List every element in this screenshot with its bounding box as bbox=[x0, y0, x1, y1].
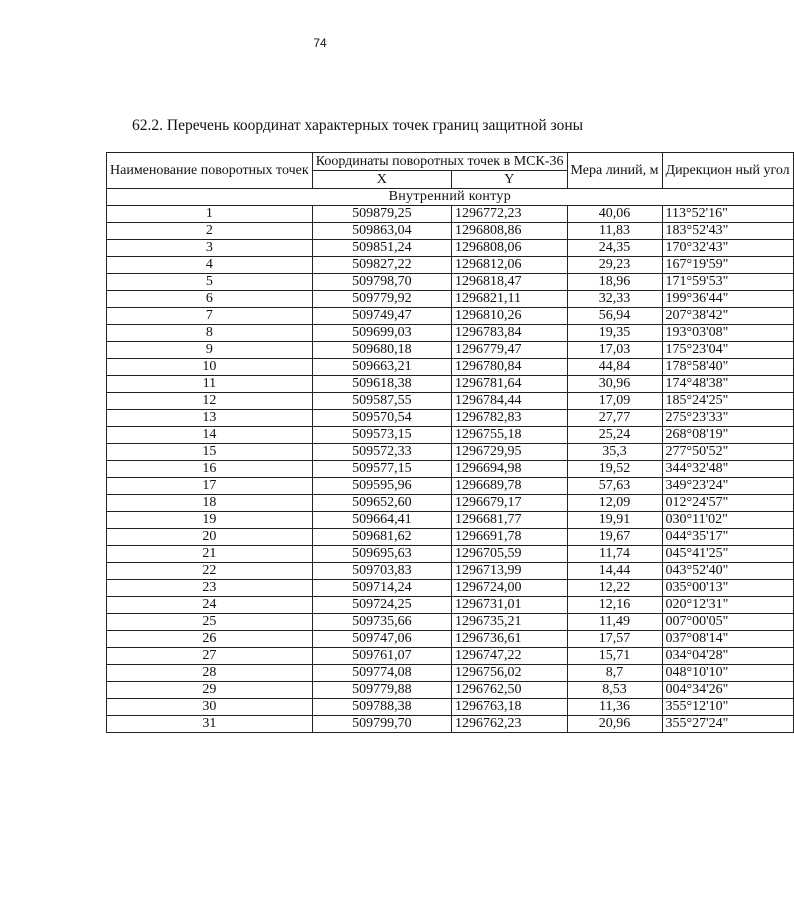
coord-y: 1296689,78 bbox=[452, 478, 567, 495]
direction-angle: 167°19'59" bbox=[662, 257, 793, 274]
coord-x: 509703,83 bbox=[312, 563, 451, 580]
point-number: 20 bbox=[107, 529, 313, 546]
direction-angle: 034°04'28" bbox=[662, 648, 793, 665]
coord-x: 509879,25 bbox=[312, 206, 451, 223]
coord-x: 509572,33 bbox=[312, 444, 451, 461]
coord-x: 509724,25 bbox=[312, 597, 451, 614]
coord-y: 1296731,01 bbox=[452, 597, 567, 614]
point-number: 17 bbox=[107, 478, 313, 495]
coord-x: 509747,06 bbox=[312, 631, 451, 648]
coord-y: 1296756,02 bbox=[452, 665, 567, 682]
coord-y: 1296736,61 bbox=[452, 631, 567, 648]
point-number: 23 bbox=[107, 580, 313, 597]
header-y: Y bbox=[452, 171, 567, 189]
direction-angle: 035°00'13" bbox=[662, 580, 793, 597]
direction-angle: 004°34'26" bbox=[662, 682, 793, 699]
point-number: 13 bbox=[107, 410, 313, 427]
table-row bbox=[107, 529, 794, 546]
header-x: X bbox=[312, 171, 451, 189]
coord-x: 509681,62 bbox=[312, 529, 451, 546]
coord-x: 509779,88 bbox=[312, 682, 451, 699]
table-header bbox=[107, 153, 794, 189]
line-length: 25,24 bbox=[567, 427, 662, 444]
coord-x: 509587,55 bbox=[312, 393, 451, 410]
coord-y: 1296781,64 bbox=[452, 376, 567, 393]
header-coordinates: Координаты поворотных точек в МСК-36 bbox=[312, 153, 567, 171]
coord-y: 1296762,23 bbox=[452, 716, 567, 733]
coord-x: 509652,60 bbox=[312, 495, 451, 512]
line-length: 24,35 bbox=[567, 240, 662, 257]
line-length: 11,49 bbox=[567, 614, 662, 631]
point-number: 29 bbox=[107, 682, 313, 699]
direction-angle: 007°00'05" bbox=[662, 614, 793, 631]
coord-x: 509735,66 bbox=[312, 614, 451, 631]
line-length: 40,06 bbox=[567, 206, 662, 223]
table-row bbox=[107, 240, 794, 257]
line-length: 19,52 bbox=[567, 461, 662, 478]
table-row bbox=[107, 631, 794, 648]
direction-angle: 355°12'10" bbox=[662, 699, 793, 716]
coord-x: 509863,04 bbox=[312, 223, 451, 240]
point-number: 16 bbox=[107, 461, 313, 478]
table-row bbox=[107, 716, 794, 733]
page-number: 74 bbox=[313, 36, 327, 50]
line-length: 30,96 bbox=[567, 376, 662, 393]
direction-angle: 020°12'31" bbox=[662, 597, 793, 614]
table-row bbox=[107, 308, 794, 325]
line-length: 57,63 bbox=[567, 478, 662, 495]
line-length: 11,83 bbox=[567, 223, 662, 240]
line-length: 27,77 bbox=[567, 410, 662, 427]
coord-y: 1296755,18 bbox=[452, 427, 567, 444]
point-number: 2 bbox=[107, 223, 313, 240]
coord-x: 509779,92 bbox=[312, 291, 451, 308]
coord-x: 509749,47 bbox=[312, 308, 451, 325]
coord-y: 1296679,17 bbox=[452, 495, 567, 512]
line-length: 19,35 bbox=[567, 325, 662, 342]
point-number: 12 bbox=[107, 393, 313, 410]
table-row bbox=[107, 512, 794, 529]
coord-y: 1296705,59 bbox=[452, 546, 567, 563]
point-number: 9 bbox=[107, 342, 313, 359]
coord-x: 509798,70 bbox=[312, 274, 451, 291]
table-row bbox=[107, 495, 794, 512]
point-number: 31 bbox=[107, 716, 313, 733]
table-row bbox=[107, 223, 794, 240]
direction-angle: 113°52'16" bbox=[662, 206, 793, 223]
coord-y: 1296784,44 bbox=[452, 393, 567, 410]
coord-y: 1296681,77 bbox=[452, 512, 567, 529]
line-length: 17,09 bbox=[567, 393, 662, 410]
coord-y: 1296735,21 bbox=[452, 614, 567, 631]
line-length: 14,44 bbox=[567, 563, 662, 580]
table-row bbox=[107, 682, 794, 699]
line-length: 15,71 bbox=[567, 648, 662, 665]
coord-y: 1296694,98 bbox=[452, 461, 567, 478]
line-length: 17,57 bbox=[567, 631, 662, 648]
direction-angle: 175°23'04" bbox=[662, 342, 793, 359]
point-number: 14 bbox=[107, 427, 313, 444]
coord-x: 509799,70 bbox=[312, 716, 451, 733]
line-length: 20,96 bbox=[567, 716, 662, 733]
direction-angle: 170°32'43" bbox=[662, 240, 793, 257]
coord-x: 509714,24 bbox=[312, 580, 451, 597]
line-length: 17,03 bbox=[567, 342, 662, 359]
line-length: 35,3 bbox=[567, 444, 662, 461]
direction-angle: 037°08'14" bbox=[662, 631, 793, 648]
coord-y: 1296808,86 bbox=[452, 223, 567, 240]
point-number: 27 bbox=[107, 648, 313, 665]
line-length: 29,23 bbox=[567, 257, 662, 274]
section-row bbox=[107, 189, 794, 206]
header-line-length: Мера линий, м bbox=[567, 153, 662, 189]
coord-x: 509761,07 bbox=[312, 648, 451, 665]
line-length: 11,74 bbox=[567, 546, 662, 563]
table-row bbox=[107, 478, 794, 495]
line-length: 19,67 bbox=[567, 529, 662, 546]
point-number: 24 bbox=[107, 597, 313, 614]
coord-x: 509695,63 bbox=[312, 546, 451, 563]
coord-y: 1296724,00 bbox=[452, 580, 567, 597]
coord-y: 1296713,99 bbox=[452, 563, 567, 580]
point-number: 10 bbox=[107, 359, 313, 376]
coord-x: 509699,03 bbox=[312, 325, 451, 342]
coord-y: 1296779,47 bbox=[452, 342, 567, 359]
coord-x: 509680,18 bbox=[312, 342, 451, 359]
direction-angle: 349°23'24" bbox=[662, 478, 793, 495]
line-length: 19,91 bbox=[567, 512, 662, 529]
point-number: 8 bbox=[107, 325, 313, 342]
table-row bbox=[107, 257, 794, 274]
table-row bbox=[107, 427, 794, 444]
point-number: 26 bbox=[107, 631, 313, 648]
coord-y: 1296729,95 bbox=[452, 444, 567, 461]
header-point-name: Наименование поворотных точек bbox=[107, 153, 313, 189]
point-number: 7 bbox=[107, 308, 313, 325]
line-length: 8,53 bbox=[567, 682, 662, 699]
line-length: 12,22 bbox=[567, 580, 662, 597]
point-number: 30 bbox=[107, 699, 313, 716]
line-length: 44,84 bbox=[567, 359, 662, 376]
table-row bbox=[107, 580, 794, 597]
direction-angle: 344°32'48" bbox=[662, 461, 793, 478]
direction-angle: 277°50'52" bbox=[662, 444, 793, 461]
table-row bbox=[107, 648, 794, 665]
page-title: 62.2. Перечень координат характерных точек границ защитной зоны bbox=[132, 117, 584, 134]
coord-y: 1296810,26 bbox=[452, 308, 567, 325]
coord-y: 1296780,84 bbox=[452, 359, 567, 376]
coord-y: 1296818,47 bbox=[452, 274, 567, 291]
coord-x: 509618,38 bbox=[312, 376, 451, 393]
coord-y: 1296783,84 bbox=[452, 325, 567, 342]
coord-x: 509851,24 bbox=[312, 240, 451, 257]
coord-x: 509827,22 bbox=[312, 257, 451, 274]
table-body bbox=[107, 189, 794, 733]
table-row bbox=[107, 699, 794, 716]
direction-angle: 199°36'44" bbox=[662, 291, 793, 308]
direction-angle: 193°03'08" bbox=[662, 325, 793, 342]
line-length: 32,33 bbox=[567, 291, 662, 308]
coord-y: 1296763,18 bbox=[452, 699, 567, 716]
point-number: 15 bbox=[107, 444, 313, 461]
line-length: 12,16 bbox=[567, 597, 662, 614]
table-row bbox=[107, 444, 794, 461]
point-number: 3 bbox=[107, 240, 313, 257]
table-row bbox=[107, 342, 794, 359]
table-row bbox=[107, 393, 794, 410]
coord-x: 509577,15 bbox=[312, 461, 451, 478]
direction-angle: 012°24'57" bbox=[662, 495, 793, 512]
coord-y: 1296691,78 bbox=[452, 529, 567, 546]
table-row bbox=[107, 461, 794, 478]
coord-y: 1296782,83 bbox=[452, 410, 567, 427]
coord-y: 1296808,06 bbox=[452, 240, 567, 257]
point-number: 6 bbox=[107, 291, 313, 308]
point-number: 19 bbox=[107, 512, 313, 529]
direction-angle: 268°08'19" bbox=[662, 427, 793, 444]
table-row bbox=[107, 597, 794, 614]
point-number: 4 bbox=[107, 257, 313, 274]
line-length: 11,36 bbox=[567, 699, 662, 716]
direction-angle: 183°52'43" bbox=[662, 223, 793, 240]
coord-y: 1296762,50 bbox=[452, 682, 567, 699]
direction-angle: 030°11'02" bbox=[662, 512, 793, 529]
point-number: 22 bbox=[107, 563, 313, 580]
point-number: 1 bbox=[107, 206, 313, 223]
coord-x: 509595,96 bbox=[312, 478, 451, 495]
direction-angle: 355°27'24" bbox=[662, 716, 793, 733]
table-row bbox=[107, 359, 794, 376]
direction-angle: 171°59'53" bbox=[662, 274, 793, 291]
direction-angle: 275°23'33" bbox=[662, 410, 793, 427]
direction-angle: 174°48'38" bbox=[662, 376, 793, 393]
coord-x: 509570,54 bbox=[312, 410, 451, 427]
coord-x: 509788,38 bbox=[312, 699, 451, 716]
line-length: 12,09 bbox=[567, 495, 662, 512]
table-row bbox=[107, 325, 794, 342]
direction-angle: 207°38'42" bbox=[662, 308, 793, 325]
line-length: 8,7 bbox=[567, 665, 662, 682]
point-number: 18 bbox=[107, 495, 313, 512]
coord-x: 509663,21 bbox=[312, 359, 451, 376]
table-row bbox=[107, 563, 794, 580]
section-label: Внутренний контур bbox=[107, 189, 794, 206]
table-row bbox=[107, 410, 794, 427]
point-number: 5 bbox=[107, 274, 313, 291]
table-row bbox=[107, 665, 794, 682]
point-number: 28 bbox=[107, 665, 313, 682]
line-length: 18,96 bbox=[567, 274, 662, 291]
coordinates-table bbox=[106, 152, 794, 733]
coord-y: 1296747,22 bbox=[452, 648, 567, 665]
table-row bbox=[107, 376, 794, 393]
table-row bbox=[107, 206, 794, 223]
direction-angle: 043°52'40" bbox=[662, 563, 793, 580]
point-number: 11 bbox=[107, 376, 313, 393]
table-row bbox=[107, 614, 794, 631]
line-length: 56,94 bbox=[567, 308, 662, 325]
coord-x: 509774,08 bbox=[312, 665, 451, 682]
header-direction-angle: Дирекцион ный угол bbox=[662, 153, 793, 189]
coord-x: 509664,41 bbox=[312, 512, 451, 529]
coord-y: 1296772,23 bbox=[452, 206, 567, 223]
direction-angle: 045°41'25" bbox=[662, 546, 793, 563]
direction-angle: 048°10'10" bbox=[662, 665, 793, 682]
table-row bbox=[107, 274, 794, 291]
coord-x: 509573,15 bbox=[312, 427, 451, 444]
table-row bbox=[107, 546, 794, 563]
direction-angle: 178°58'40" bbox=[662, 359, 793, 376]
coord-y: 1296821,11 bbox=[452, 291, 567, 308]
coord-y: 1296812,06 bbox=[452, 257, 567, 274]
point-number: 25 bbox=[107, 614, 313, 631]
point-number: 21 bbox=[107, 546, 313, 563]
table-row bbox=[107, 291, 794, 308]
direction-angle: 185°24'25" bbox=[662, 393, 793, 410]
direction-angle: 044°35'17" bbox=[662, 529, 793, 546]
